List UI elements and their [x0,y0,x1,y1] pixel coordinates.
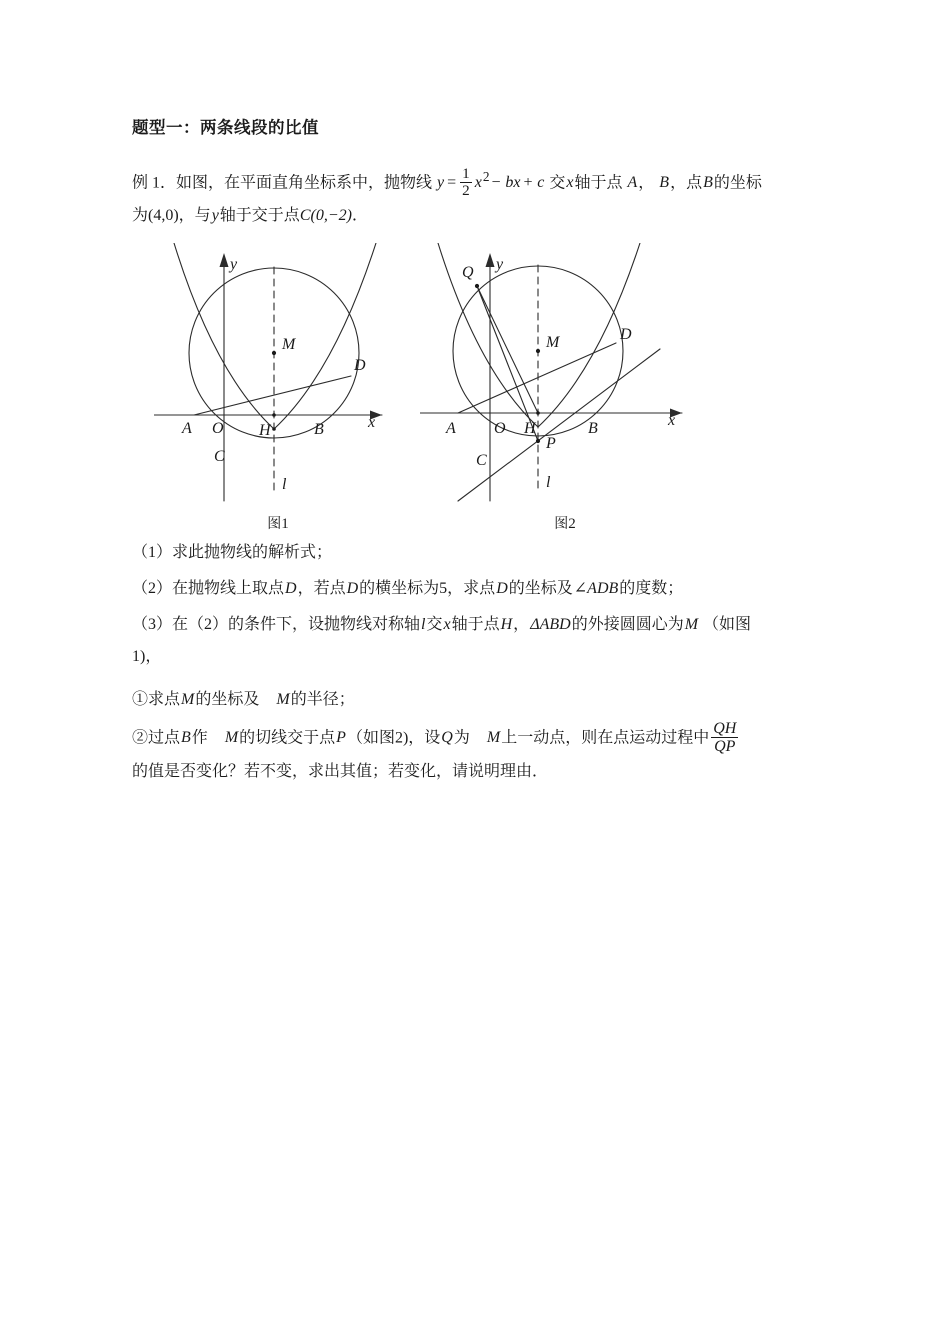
formula-equals: = [447,174,457,192]
label-O: O [212,420,224,438]
formula-x: x [474,174,482,192]
figures-row [132,243,822,535]
figure-1-caption-cn: 图 [267,516,282,533]
comma-1: ， [638,174,655,192]
problem-text-g: ，与 [178,207,211,225]
question-3-triangle-ABD: ΔABD [530,615,571,633]
label-l: l [282,476,287,494]
question-2-var-D3: D [496,579,508,597]
label-M: M [546,334,560,352]
figure-1-caption [154,513,402,533]
ratio-QH-QP [711,720,738,756]
question-3-var-M: M [684,615,699,633]
question-2-mid4: 的坐标及 [508,579,573,597]
question-3-mid4: 的外接圆圆心为 [571,615,684,633]
problem-text-f: 为 [132,207,149,225]
question-3-wrap [132,641,822,674]
question-3b-var-M: M [224,729,239,747]
question-3-prefix: （3）在（2）的条件下，设抛物线对称轴 [132,615,421,633]
figure-2-caption-cn: 图 [554,516,569,533]
point-M-dot [536,349,540,353]
problem-statement-line2 [132,200,822,233]
question-3b-mid3: （如图 [346,729,395,747]
label-l: l [546,474,551,492]
problem-label: 例 1． [132,174,177,192]
label-D: D [354,357,366,375]
section-heading: 题型一：两条线段的比值 [132,118,319,137]
question-3-var-x: x [443,615,451,633]
question-3 [132,609,822,642]
point-Q-dot [475,284,479,288]
point-H-dot [272,413,276,417]
question-3a-var-M1: M [181,691,195,709]
point-A-ref: A [627,174,638,192]
question-2-mid1: ，若点 [297,579,346,597]
ratio-numerator-QH: QH [713,720,737,737]
figure-2 [420,243,710,533]
chord-AD [194,376,351,415]
question-2-var-D1: D [285,579,297,597]
formula-minus-bx: − bx [490,174,521,192]
question-3-tail: ， [145,648,162,666]
coordinate-B: (4,0) [148,207,179,225]
problem-axis-x: x [566,174,574,192]
question-3a [132,684,822,717]
problem-statement-line1 [132,163,822,200]
question-3a-prefix: ①求点 [132,691,181,709]
question-2-var-D2: D [346,579,359,597]
vertex-dot [272,427,276,431]
formula-x-exponent: 2 [482,169,490,185]
question-3a-var-M2: M [276,691,290,709]
chord-AD [458,343,616,413]
figure-1-caption-num: 1 [281,516,289,533]
question-3a-mid1: 的坐标及 [195,691,260,709]
question-3b-var-M2: M [486,729,501,747]
point-P-dot [536,439,540,443]
tangent-line-BP [458,349,660,501]
label-D: D [620,326,632,344]
problem-text-d: ，点 [670,174,703,192]
question-3-var-H: H [500,615,513,633]
question-2-prefix: （2）在抛物线上取点 [132,579,285,597]
label-C: C [214,448,225,466]
question-3-suffix: （如图 [703,615,752,633]
problem-text-b: 交 [549,174,566,192]
label-y-axis: y [496,256,504,274]
label-H: H [524,420,536,438]
question-3b-var-Q: Q [441,729,453,747]
label-B: B [314,421,324,439]
question-3-mid1: 交 [426,615,443,633]
problem-text-i: ． [351,207,368,225]
question-3b-line2: 的值是否变化？若不变，求出其值；若变化，请说明理由． [132,762,549,780]
y-axis-arrow [486,253,495,267]
question-2 [132,573,822,606]
problem-axis-y: y [211,207,219,225]
page-content [132,116,822,791]
question-3-mid3: ， [513,615,530,633]
question-3b-prefix: ②过点 [132,729,181,747]
ratio-denominator-QP: QP [714,738,736,756]
problem-text-a: 如图，在平面直角坐标系中，抛物线 [176,174,433,192]
question-3b-mid2: 的切线交于点 [239,729,336,747]
label-M: M [282,336,296,354]
question-3b-mid1: 作 [191,729,208,747]
label-x-axis: x [368,414,376,432]
formula-half-denominator: 2 [462,182,470,200]
formula-y: y [437,174,445,192]
figure-2-drawing [420,243,710,511]
figure-2-caption-num: 2 [568,516,576,533]
figure-1-drawing [154,243,402,511]
question-1: （1）求此抛物线的解析式； [132,544,333,562]
problem-text-c: 轴于点 [574,174,623,192]
question-3a-suffix: 的半径； [290,691,355,709]
y-axis-arrow [220,253,229,267]
question-2-angle-ADB: ∠ADB [573,579,619,597]
question-3b-mid5: 为 [453,729,470,747]
label-Q: Q [462,264,474,282]
label-C: C [476,452,487,470]
question-3-mid2: 轴于点 [451,615,500,633]
figure-1 [154,243,402,533]
formula-half-numerator: 1 [462,164,470,182]
question-2-mid3: ，求点 [447,579,496,597]
question-2-mid2: 的横坐标为 [359,579,440,597]
question-2-number: 5 [439,579,448,597]
question-3b-mid4: ，设 [408,729,441,747]
formula-plus-c: + c [522,174,545,192]
problem-text-e: 的坐标 [713,174,762,192]
question-3-figure-number: 1) [132,648,146,666]
question-3b-var-B: B [181,729,191,747]
coordinate-C: C(0,−2) [299,207,352,225]
point-H-dot [536,411,540,415]
problem-text-h: 轴于交于点 [219,207,300,225]
label-B: B [588,420,598,438]
question-3b-line1 [132,720,822,756]
question-3b-figure-number: 2) [394,729,409,747]
label-y-axis: y [230,256,238,274]
point-B-ref-2: B [703,174,713,192]
label-H: H [259,422,271,440]
point-B-ref: B [659,174,670,192]
label-A: A [182,420,192,438]
label-A: A [446,420,456,438]
question-3b-mid6: 上一动点，则在点运动过程中 [501,729,710,747]
question-3b-var-P: P [336,729,346,747]
label-P: P [546,435,556,453]
question-3-var-l: l [421,615,426,633]
point-M-dot [272,351,276,355]
figure-2-caption [420,513,710,533]
segment-QH [477,286,538,413]
label-O: O [494,420,506,438]
question-2-suffix: 的度数； [619,579,684,597]
label-x-axis: x [668,412,676,430]
formula-half-fraction [460,166,472,200]
